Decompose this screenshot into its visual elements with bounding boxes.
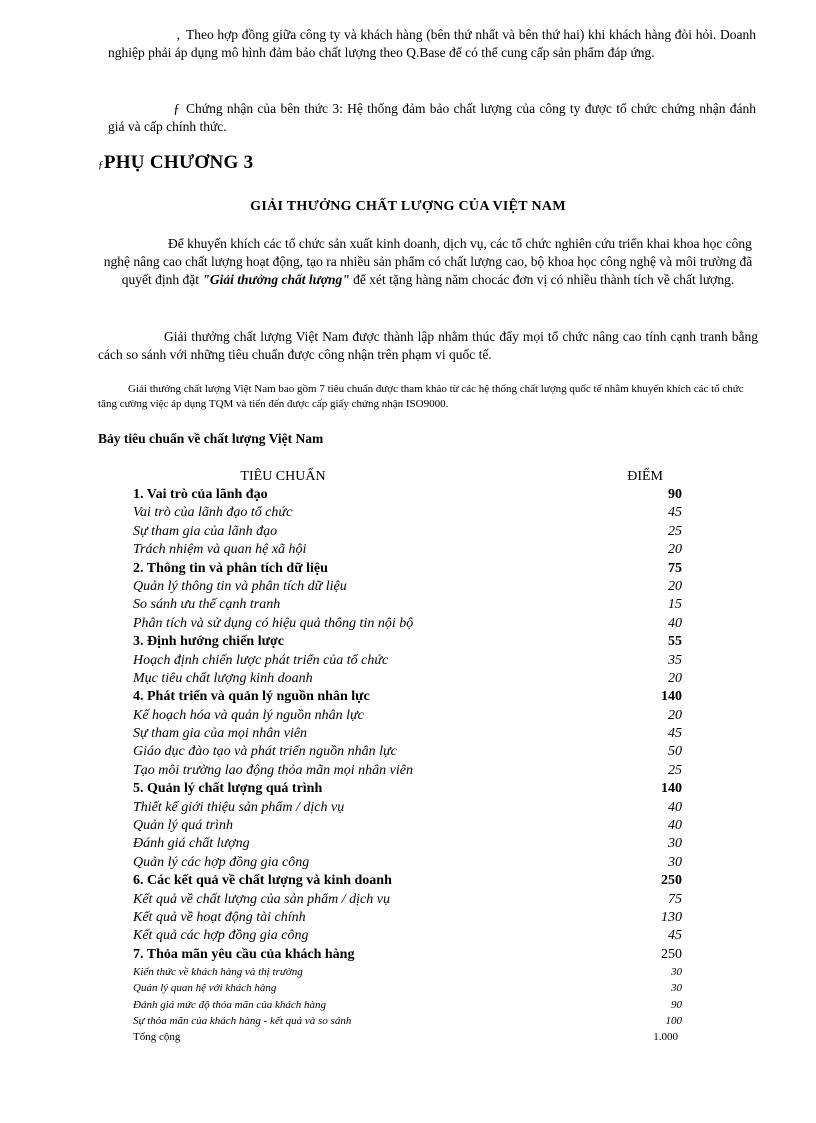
points-column-header: ĐIỂM bbox=[627, 469, 663, 484]
criterion-label: Thiết kế giới thiệu sản phẩm / dịch vụ bbox=[133, 799, 345, 815]
criterion-label: Vai trò của lãnh đạo tổ chức bbox=[133, 505, 293, 521]
certification-paragraph-text: Chứng nhận của bên thức 3: Hệ thống đảm bảo chất lượng của công ty được tổ chức chứng nhận đánh giá và cấp chính thức. bbox=[108, 101, 756, 134]
criterion-label: 6. Các kết quả về chất lượng và kinh doanh bbox=[133, 873, 392, 889]
criterion-label: 2. Thông tin và phân tích dữ liệu bbox=[133, 560, 328, 576]
criterion-label: Hoạch định chiến lược phát triển của tổ chức bbox=[133, 652, 389, 668]
summary-paragraph bbox=[98, 382, 758, 412]
contract-paragraph bbox=[108, 26, 756, 62]
criterion-points: 30 bbox=[671, 982, 682, 995]
criterion-points: 140 bbox=[661, 689, 682, 705]
criterion-label: So sánh ưu thế cạnh tranh bbox=[133, 597, 281, 613]
award-name: "Giải thưởng chất lượng" bbox=[202, 272, 350, 287]
award-title: GIẢI THƯỞNG CHẤT LƯỢNG CỦA VIỆT NAM bbox=[250, 199, 566, 214]
table-header bbox=[133, 468, 685, 486]
criterion-points: 250 bbox=[661, 873, 682, 889]
criterion-points: 40 bbox=[668, 818, 682, 834]
criterion-points: 100 bbox=[665, 1014, 682, 1027]
contract-paragraph-text: Theo hợp đồng giữa công ty và khách hàng (bên thứ nhất và bên thứ hai) khi khách hàng đòi hỏi. Doanh nghiệp phải áp dụng mô hình đảm bảo chất lượng theo Q.Base để có thể cung cấp sản phẩm đáp ứng. bbox=[108, 27, 756, 60]
criterion-label: Trách nhiệm và quan hệ xã hội bbox=[133, 542, 307, 558]
table-row bbox=[133, 980, 685, 996]
criterion-points: 25 bbox=[668, 762, 682, 778]
criterion-points: 30 bbox=[668, 836, 682, 852]
criterion-label: Sự thỏa mãn của khách hàng - kết quả và so sánh bbox=[133, 1014, 352, 1027]
table-row bbox=[133, 725, 685, 743]
criterion-label: Đánh giá mức độ thỏa mãn của khách hàng bbox=[133, 998, 326, 1011]
criterion-label: Tổng cộng bbox=[133, 1030, 181, 1043]
table-row bbox=[133, 688, 685, 706]
appendix-heading bbox=[98, 152, 253, 174]
criterion-label: 3. Định hướng chiến lược bbox=[133, 634, 284, 650]
table-row bbox=[133, 560, 685, 578]
criterion-points: 90 bbox=[671, 998, 682, 1011]
founding-text: Giải thưởng chất lượng Việt Nam được thành lập nhằm thúc đẩy mọi tổ chức nâng cao tính cạnh tranh bằng cách so sánh với những tiêu chuẩn được công nhận trên phạm vi quốc tế. bbox=[98, 329, 758, 362]
criterion-label: Kết quả về chất lượng của sản phẩm / dịch vụ bbox=[133, 891, 390, 907]
criterion-points: 30 bbox=[668, 854, 682, 870]
table-row bbox=[133, 780, 685, 798]
table-row bbox=[133, 504, 685, 522]
table-row bbox=[133, 817, 685, 835]
criterion-label: Kết quả về hoạt động tài chính bbox=[133, 909, 306, 925]
table-row bbox=[133, 578, 685, 596]
criterion-label: Phân tích và sử dụng có hiệu quả thông tin nội bộ bbox=[133, 615, 414, 631]
criterion-label: Kết quả các hợp đồng gia công bbox=[133, 928, 309, 944]
summary-text: Giải thưởng chất lượng Việt Nam bao gồm 7 tiêu chuẩn được tham khảo từ các hệ thống chất lượng quốc tế nhằm khuyến khích các tổ chức tăng cường việc áp dụng TQM và tiến đến được cấp giấy chứng nhận ISO9000. bbox=[98, 383, 744, 410]
table-row bbox=[133, 799, 685, 817]
criterion-points: 35 bbox=[668, 652, 682, 668]
criterion-points: 75 bbox=[668, 891, 682, 907]
criterion-label: Quản lý các hợp đồng gia công bbox=[133, 854, 310, 870]
table-row bbox=[133, 964, 685, 980]
criterion-label: 5. Quản lý chất lượng quá trình bbox=[133, 781, 323, 797]
criterion-points: 130 bbox=[661, 909, 682, 925]
criterion-points: 20 bbox=[668, 707, 682, 723]
criterion-label: Kế hoạch hóa và quản lý nguồn nhân lực bbox=[133, 707, 364, 723]
paragraph-marker: , bbox=[176, 27, 180, 42]
table-row bbox=[133, 997, 685, 1013]
table-row bbox=[133, 1029, 685, 1045]
certification-paragraph bbox=[108, 100, 756, 136]
criterion-label: 7. Thỏa mãn yêu cầu của khách hàng bbox=[133, 946, 355, 962]
encouragement-paragraph bbox=[98, 235, 758, 289]
criterion-points: 15 bbox=[668, 597, 682, 613]
table-row bbox=[133, 891, 685, 909]
criterion-points: 1.000 bbox=[653, 1030, 678, 1043]
criterion-points: 45 bbox=[668, 726, 682, 742]
criterion-label: Quản lý quan hệ với khách hàng bbox=[133, 982, 277, 995]
criterion-points: 250 bbox=[661, 946, 682, 962]
table-row bbox=[133, 541, 685, 559]
table-row bbox=[133, 707, 685, 725]
criterion-label: Giáo dục đào tạo và phát triển nguồn nhân lực bbox=[133, 744, 397, 760]
appendix-title: PHỤ CHƯƠNG 3 bbox=[103, 152, 254, 173]
criterion-label: 4. Phát triển và quản lý nguồn nhân lực bbox=[133, 689, 370, 705]
criterion-label: Sự tham gia của lãnh đạo bbox=[133, 523, 278, 539]
encouragement-text-end: để xét tặng hàng năm chocác đơn vị có nhiều thành tích về chất lượng. bbox=[353, 272, 735, 287]
criterion-label: Đánh giá chất lượng bbox=[133, 836, 250, 852]
criterion-points: 40 bbox=[668, 615, 682, 631]
criterion-label: Mục tiêu chất lượng kinh doanh bbox=[133, 670, 313, 686]
criterion-points: 20 bbox=[668, 670, 682, 686]
table-row bbox=[133, 762, 685, 780]
criterion-points: 90 bbox=[668, 487, 682, 502]
criterion-points: 50 bbox=[668, 744, 682, 760]
criteria-heading: Bảy tiêu chuẩn về chất lượng Việt Nam bbox=[98, 431, 324, 446]
criterion-points: 45 bbox=[668, 505, 682, 521]
table-row bbox=[133, 486, 685, 504]
appendix-mark: ƒ bbox=[98, 159, 104, 171]
table-body bbox=[133, 486, 685, 1045]
table-row bbox=[133, 615, 685, 633]
criterion-label: Tạo môi trường lao động thỏa mãn mọi nhân viên bbox=[133, 762, 413, 778]
table-row bbox=[133, 652, 685, 670]
criterion-points: 45 bbox=[668, 928, 682, 944]
table-row bbox=[133, 946, 685, 964]
table-row bbox=[133, 835, 685, 853]
table-row bbox=[133, 854, 685, 872]
criteria-table bbox=[133, 468, 685, 1045]
table-row bbox=[133, 743, 685, 761]
criterion-label: 1. Vai trò của lãnh đạo bbox=[133, 487, 268, 502]
criterion-points: 75 bbox=[668, 560, 682, 576]
criterion-label: Kiến thức về khách hàng và thị trường bbox=[133, 966, 303, 979]
criterion-points: 40 bbox=[668, 799, 682, 815]
table-row bbox=[133, 1013, 685, 1029]
founding-paragraph bbox=[98, 328, 758, 364]
table-row bbox=[133, 670, 685, 688]
criterion-label: Quản lý thông tin và phân tích dữ liệu bbox=[133, 578, 347, 594]
encouragement-text: Để khuyến khích các tổ chức sản xuất kinh doanh, dịch vụ, các tổ chức nghiên cứu triển khai khoa học công nghệ nâng cao chất lượng hoạt động, tạo ra nhiều sản phẩm có chất lượng cao, bộ khoa học công nghệ và môi trường đã quyết định đặt bbox=[103, 236, 753, 287]
table-row bbox=[133, 927, 685, 945]
criterion-points: 55 bbox=[668, 634, 682, 650]
criterion-points: 30 bbox=[671, 966, 682, 979]
table-row bbox=[133, 523, 685, 541]
table-row bbox=[133, 633, 685, 651]
table-row bbox=[133, 872, 685, 890]
criterion-label: Quản lý quá trình bbox=[133, 818, 233, 834]
table-row bbox=[133, 596, 685, 614]
criterion-points: 25 bbox=[668, 523, 682, 539]
criteria-column-header: TIÊU CHUẨN bbox=[240, 469, 326, 484]
paragraph-marker: ƒ bbox=[173, 101, 180, 116]
criterion-label: Sự tham gia của mọi nhân viên bbox=[133, 726, 308, 742]
criterion-points: 140 bbox=[661, 781, 682, 797]
criterion-points: 20 bbox=[668, 542, 682, 558]
criterion-points: 20 bbox=[668, 578, 682, 594]
table-row bbox=[133, 909, 685, 927]
